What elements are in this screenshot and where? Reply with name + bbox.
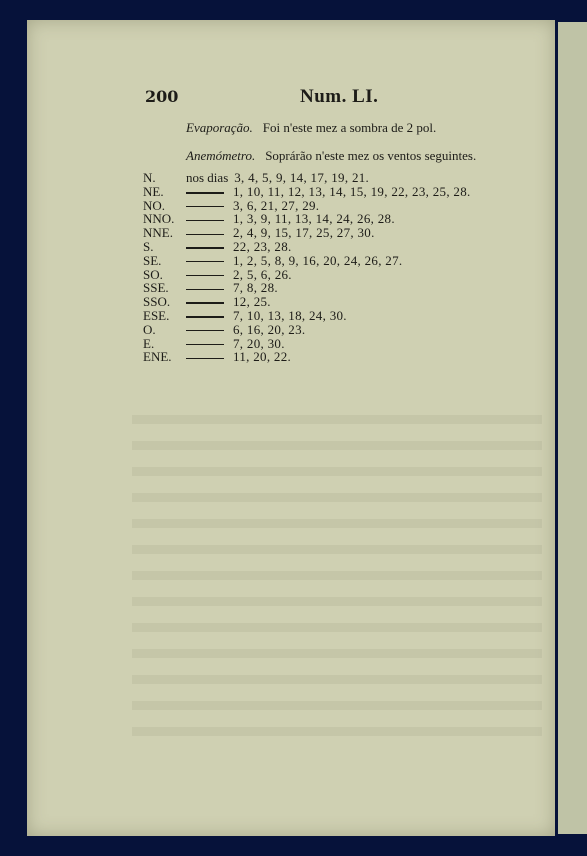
ditto-rule bbox=[186, 261, 224, 262]
evaporation-text: Foi n'este mez a sombra de 2 pol. bbox=[262, 120, 437, 135]
wind-table bbox=[138, 172, 538, 365]
ditto-rule bbox=[186, 302, 224, 303]
ditto-rule bbox=[186, 220, 224, 221]
wind-direction: SE. bbox=[143, 252, 162, 268]
wind-direction: NNO. bbox=[143, 211, 175, 227]
wind-days bbox=[186, 349, 291, 365]
next-page-edge bbox=[558, 22, 587, 834]
ditto-rule bbox=[186, 206, 224, 207]
page-header bbox=[145, 87, 525, 111]
ditto-rule bbox=[186, 234, 224, 235]
wind-direction: NNE. bbox=[143, 225, 173, 241]
ditto-rule bbox=[186, 316, 224, 317]
wind-day-values: 11, 20, 22. bbox=[233, 349, 292, 365]
evaporation-label: Evaporação. bbox=[186, 120, 253, 135]
ditto-rule bbox=[186, 289, 224, 290]
anemometer-line bbox=[186, 148, 476, 164]
wind-day-values: 7, 10, 13, 18, 24, 30. bbox=[233, 307, 347, 323]
wind-direction: SSO. bbox=[143, 294, 171, 310]
wind-day-values: 7, 20, 30. bbox=[233, 335, 285, 351]
anemometer-label: Anemómetro. bbox=[186, 148, 256, 163]
ditto-rule bbox=[186, 358, 224, 359]
wind-direction: ESE. bbox=[143, 307, 170, 323]
wind-day-values: 6, 16, 20, 23. bbox=[233, 321, 306, 337]
wind-direction: O. bbox=[143, 321, 156, 337]
bleed-through-text bbox=[132, 415, 542, 745]
wind-direction: ENE. bbox=[143, 349, 172, 365]
wind-day-values: 12, 25. bbox=[233, 294, 271, 310]
ditto-rule bbox=[186, 344, 224, 345]
wind-day-values: 1, 3, 9, 11, 13, 14, 24, 26, 28. bbox=[233, 211, 395, 227]
wind-day-values: 3, 4, 5, 9, 14, 17, 19, 21. bbox=[234, 170, 370, 185]
ditto-rule bbox=[186, 247, 224, 248]
wind-days-prefix: nos dias bbox=[186, 170, 229, 185]
wind-direction: SO. bbox=[143, 266, 163, 282]
ditto-rule bbox=[186, 192, 224, 193]
page-title: Num. LI. bbox=[300, 86, 379, 107]
evaporation-line bbox=[186, 120, 436, 136]
wind-direction: SSE. bbox=[143, 280, 169, 296]
wind-day-values: 2, 4, 9, 15, 17, 25, 27, 30. bbox=[233, 225, 375, 241]
wind-row bbox=[138, 351, 538, 365]
anemometer-text: Soprárão n'este mez os ventos seguintes. bbox=[265, 148, 477, 163]
wind-day-values: 1, 2, 5, 8, 9, 16, 20, 24, 26, 27. bbox=[233, 252, 403, 268]
wind-direction: S. bbox=[143, 238, 154, 254]
wind-direction: NO. bbox=[143, 197, 166, 213]
wind-day-values: 7, 8, 28. bbox=[233, 280, 278, 296]
wind-direction: NE. bbox=[143, 183, 164, 199]
book-page bbox=[27, 20, 555, 836]
wind-day-values: 2, 5, 6, 26. bbox=[233, 266, 292, 282]
ditto-rule bbox=[186, 330, 224, 331]
wind-direction: N. bbox=[143, 170, 156, 185]
page-number: 200 bbox=[145, 87, 179, 106]
wind-day-values: 22, 23, 28. bbox=[233, 238, 292, 254]
ditto-rule bbox=[186, 275, 224, 276]
wind-day-values: 3, 6, 21, 27, 29. bbox=[233, 197, 320, 213]
wind-direction: E. bbox=[143, 335, 155, 351]
wind-day-values: 1, 10, 11, 12, 13, 14, 15, 19, 22, 23, 25, 28. bbox=[233, 183, 471, 199]
